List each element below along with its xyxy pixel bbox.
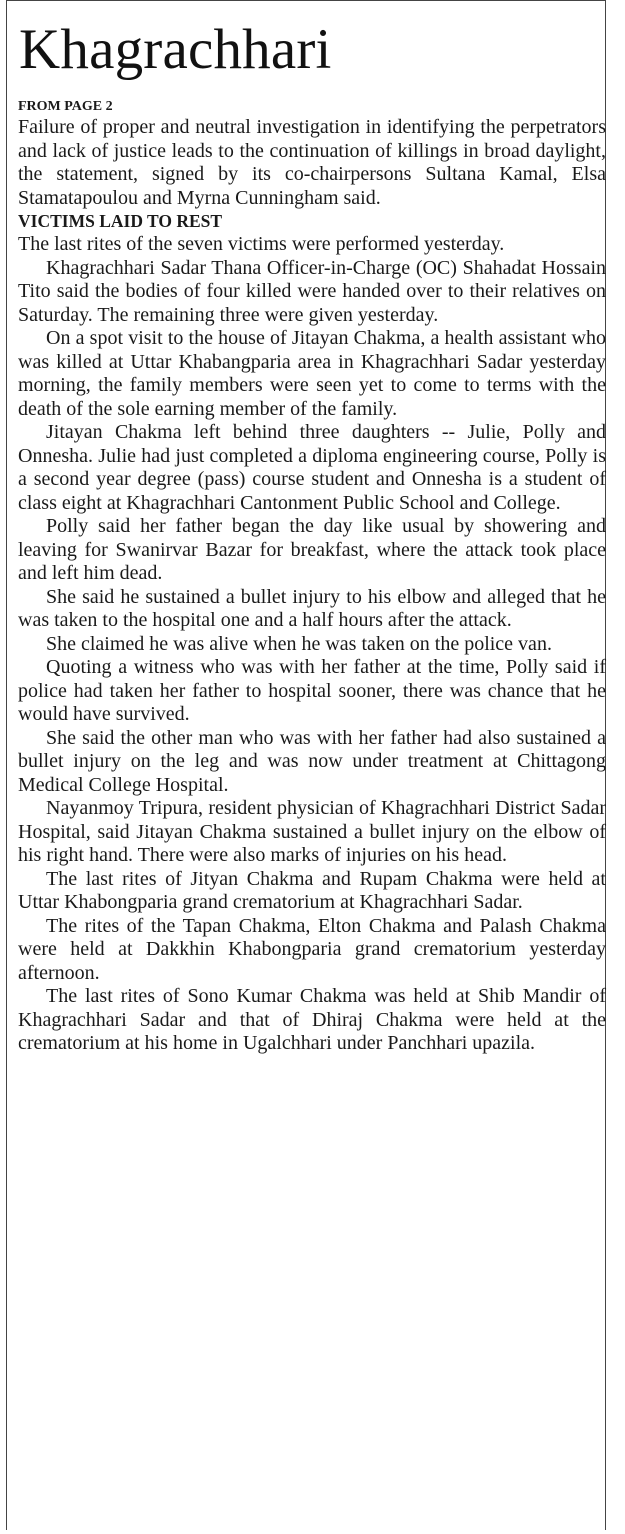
subhead: VICTIMS LAID TO REST <box>18 211 223 231</box>
article-column <box>18 16 606 1056</box>
paragraph: Nayanmoy Tripura, resident physician of Khagrachhari District Sadar Hospital, said Jitayan Chakma sustained a bullet injury on the elbow of his right hand. There were also marks of injuries on his head. <box>18 797 606 866</box>
paragraph: Quoting a witness who was with her father at the time, Polly said if police had taken her father to hospital sooner, there was chance that he would have survived. <box>18 656 606 725</box>
paragraph: The last rites of Sono Kumar Chakma was held at Shib Mandir of Khagrachhari Sadar and that of Dhiraj Chakma were held at the crematorium at his home in Ugalchhari under Panchhari upazila. <box>18 985 606 1054</box>
paragraph: She said the other man who was with her father had also sustained a bullet injury on the leg and was now under treatment at Chittagong Medical College Hospital. <box>18 726 606 796</box>
kicker: FROM PAGE 2 <box>18 99 113 114</box>
paragraph: The last rites of the seven victims were performed yesterday. <box>18 233 505 255</box>
paragraph: Failure of proper and neutral investigation in identifying the perpetrators and lack of justice leads to the continuation of killings in broad daylight, the statement, signed by its co-chairpersons Sultana Kamal, Elsa Stamatapoulou and Myrna Cunningham said. <box>18 116 606 209</box>
paragraph: Khagrachhari Sadar Thana Officer-in-Charge (OC) Shahadat Hossain Tito said the bodies of four killed were handed over to their relatives on Saturday. The remaining three were given yesterday. <box>18 256 606 326</box>
paragraph: The last rites of Jityan Chakma and Rupam Chakma were held at Uttar Khabongparia grand crematorium at Khagrachhari Sadar. <box>18 867 606 913</box>
paragraph: She claimed he was alive when he was taken on the police van. <box>46 632 552 655</box>
paragraph: On a spot visit to the house of Jitayan Chakma, a health assistant who was killed at Uttar Khabangparia area in Khagrachhari Sadar yesterday morning, the family members were seen yet to come to terms with the death of the sole earning member of the family. <box>18 327 606 420</box>
paragraph: The rites of the Tapan Chakma, Elton Chakma and Palash Chakma were held at Dakkhin Khabongparia grand crematorium yesterday afternoon. <box>18 914 606 984</box>
headline: Khagrachhari <box>19 18 332 81</box>
paragraph: Jitayan Chakma left behind three daughters -- Julie, Polly and Onnesha. Julie had just completed a diploma engineering course, Polly is a second year degree (pass) course student and Onnesha is a student of class eight at Khagrachhari Cantonment Public School and College. <box>18 421 606 514</box>
paragraph: Polly said her father began the day like usual by showering and leaving for Swanirvar Bazar for breakfast, where the attack took place and left him dead. <box>18 515 606 584</box>
paragraph: She said he sustained a bullet injury to his elbow and alleged that he was taken to the hospital one and a half hours after the attack. <box>18 585 606 631</box>
